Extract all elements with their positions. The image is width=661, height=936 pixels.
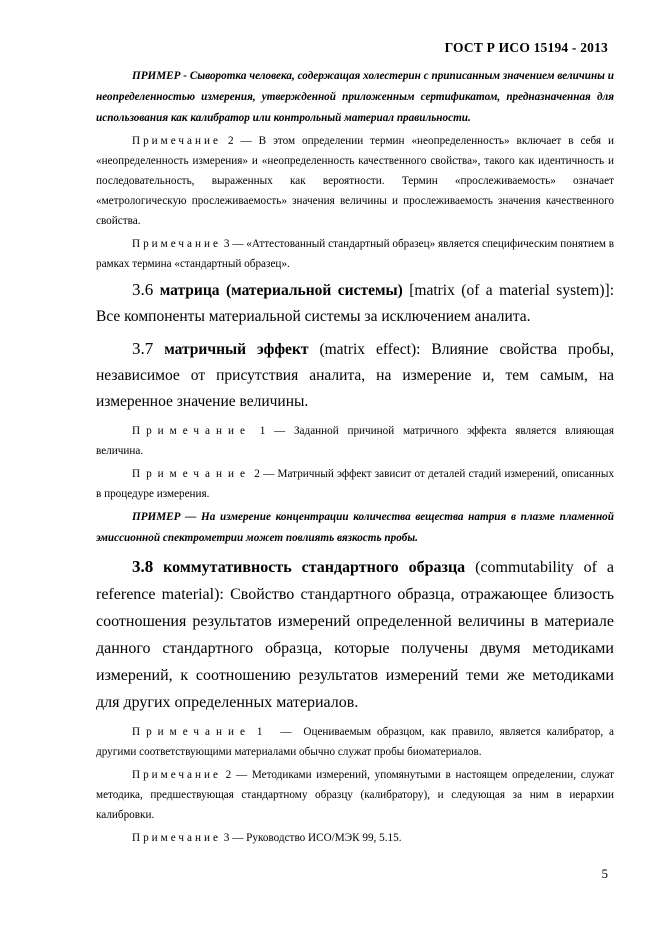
note-number: 3 — xyxy=(223,238,244,250)
note-matrix-effect-1 xyxy=(96,421,614,461)
note-matrix-effect-2 xyxy=(96,464,614,504)
term-definition: Все компоненты материальной системы за исключением аналита. xyxy=(96,308,531,325)
term-english: [matrix (of a material system)]: xyxy=(409,282,614,299)
term-number: 3.7 xyxy=(132,339,154,358)
note-number: 1 — xyxy=(259,425,286,437)
note-text: Руководство ИСО/МЭК 99, 5.15. xyxy=(246,832,402,844)
note-label: Примечание xyxy=(132,769,221,781)
note-label: Примечание xyxy=(132,135,221,147)
term-title: матрица (материальной системы) xyxy=(159,282,403,299)
term-number: 3.6 xyxy=(132,280,154,299)
example-matrix-reference xyxy=(96,66,614,129)
note-number: 1 — xyxy=(256,726,298,738)
note-number: 3 — xyxy=(223,832,244,844)
note-text: В этом определении термин «неопределенность» включает в себя и «неопределенность измерения» и «неопределенность качественного свойства», такого как идентичность и последовательность, выраженных как вероятности. Термин «прослеживаемость» означает «метрологическую прослеживаемость» значения величины и прослеживаемость значения качественного свойства. xyxy=(96,135,615,227)
note-commutability-3 xyxy=(96,828,614,848)
term-english: (matrix effect): xyxy=(319,341,421,358)
example-label: ПРИМЕР — xyxy=(132,511,197,523)
example-text: На измерение концентрации количества вещества натрия в плазме пламенной эмиссионной спектрометрии может повлиять вязкость пробы. xyxy=(96,511,615,544)
note-number: 2 — xyxy=(254,468,275,480)
note-text: Матричный эффект зависит от деталей стадий измерений, описанных в процедуре измерения. xyxy=(96,468,615,500)
note-text: Методиками измерений, упомянутыми в настоящем определении, служат методика, предшествующая стандартному образцу (калибратору), и следующая за ним в иерархии калибровки. xyxy=(96,769,615,821)
note-text: Заданной причиной матричного эффекта является влияющая величина. xyxy=(96,425,615,457)
note-label: Примечание xyxy=(132,726,251,738)
note-certified-reference xyxy=(96,234,614,274)
term-3-7 xyxy=(96,336,614,415)
document-body xyxy=(96,66,614,851)
note-label: Примечание xyxy=(132,425,251,437)
note-text: «Аттестованный стандартный образец» является специфическим понятием в рамках термина «стандартный образец». xyxy=(96,238,615,270)
note-number: 2 — xyxy=(225,769,248,781)
note-label: Примечание xyxy=(132,832,221,844)
term-title: матричный эффект xyxy=(164,341,309,358)
term-number: 3.8 xyxy=(132,557,154,576)
note-uncertainty xyxy=(96,131,614,231)
example-text: Сыворотка человека, содержащая холестерин с приписанным значением величины и неопределенностью измерения, утвержденной приложенным сертификатом, предназначенная для использования как калибратор или контрольный материал правильности. xyxy=(96,70,614,124)
term-3-6 xyxy=(96,277,614,330)
note-label: Примечание xyxy=(132,238,221,250)
example-label: ПРИМЕР - xyxy=(132,70,188,82)
note-number: 2 — xyxy=(227,135,252,147)
term-definition: Свойство стандартного образца, отражающее близость соотношения результатов измерений определенной величины в материале данного стандартного образца, которые получены двумя методиками измерений, к соотношению результатов измерений теми же методиками для других определенных материалов. xyxy=(96,586,615,711)
note-commutability-1 xyxy=(96,722,614,762)
example-sodium-plasma xyxy=(96,507,614,549)
note-label: Примечание xyxy=(132,468,251,480)
term-english: (commutability of a reference material): xyxy=(96,559,615,603)
note-text: Оцениваемым образцом, как правило, является калибратор, а другими соответствующими материалами обычно служат пробы биоматериалов. xyxy=(96,726,614,758)
note-commutability-2 xyxy=(96,765,614,825)
term-3-8 xyxy=(96,553,614,716)
term-title: коммутативность стандартного образца xyxy=(163,559,466,576)
term-definition: Влияние свойства пробы, независимое от присутствия аналита, на измерение и, тем самым, на измеренное значение величины. xyxy=(96,341,615,410)
page-number: 5 xyxy=(601,866,608,881)
document-header: ГОСТ Р ИСО 15194 - 2013 xyxy=(444,40,608,55)
